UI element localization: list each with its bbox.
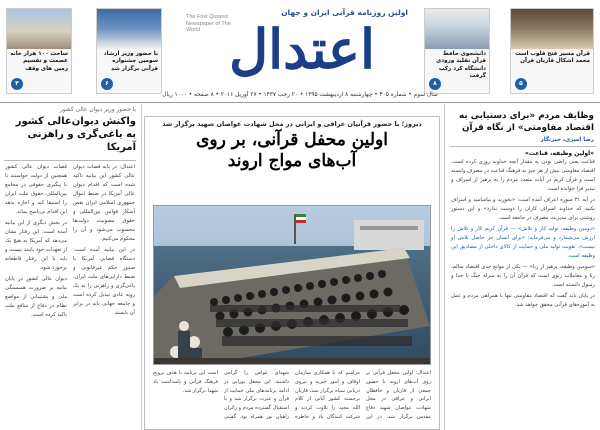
paragraph: قضات دیوان عالی کشور همچنین از دولت خواستند تا با پیگیری حقوقی در مجامع بین‌المللی حقوق ملت ایران را استیفا کند و اجازه ندهد این اقدام بی‌پاسخ بماند. [5, 164, 67, 215]
divider [4, 160, 136, 161]
left-kicker: با حضور وزیر دیوان عالی کشور [59, 107, 136, 113]
paragraph: اعتدال: در پایه قضات دیوان عالی کشور این بیانیه تاکید شده است که اقدام دیوان عالی آمریکا در ضبط اموال جمهوری اسلامی ایران نقض آشکار قوانین بین‌المللی و حقوق مصونیت دولت‌ها محسوب می‌شود و آن را محکوم می‌کنیم. [73, 164, 135, 242]
teaser-page-badge: ۵ [515, 78, 527, 90]
left-column [0, 104, 140, 430]
teaser-text: قرآن مسیر فتح قلوب است محمد اشکال قاریان قرآن [515, 51, 590, 65]
left-article-body [0, 163, 140, 413]
lead-headline[interactable] [145, 128, 439, 172]
teaser-card[interactable] [96, 8, 162, 94]
logo-tagline: اولین روزنامه قرآنی ایران و جهان [281, 8, 408, 17]
lead-headline-line: اولین محفل قرآنی، بر روی [196, 130, 388, 150]
teaser-text: ساخت ۱۰۰ هزار خانه عصمت و تقسیم زمین های وقف [10, 51, 68, 72]
divider [450, 146, 596, 147]
subheading: «اولین وظیفه، قناعت» [525, 150, 594, 157]
lead-photo[interactable] [153, 205, 431, 365]
teaser-photo [7, 9, 71, 49]
teaser-page-badge: ۶ [101, 78, 113, 90]
dateline: سال سوم • شماره ۴۰۵ • چهارشنبه ۸ اردیبهشت ۱۳۹۵ • ۲۰ رجب ۱۴۳۷ • ۲۷ آوریل ۲۰۱۶ • ۸ صفحه • ۱۰۰۰ ریال [162, 92, 438, 98]
teaser-card[interactable] [424, 8, 490, 94]
right-headline[interactable]: وظایف مردم «برای دستیابی به اقتصاد مقاومتی» از نگاه قرآن [459, 111, 594, 133]
masthead [0, 0, 600, 102]
logo-wordmark: اعتدال [228, 17, 376, 81]
paragraph: دیوان عالی کشور در پایان بیانیه بر ضرورت همبستگی ملی و پشتیبانی از مواضع نظام در دفاع از منافع ملت تاکید کرده است. [5, 276, 67, 318]
logo-english-note: The First Quranic Newspaper of The World [186, 14, 231, 33]
boat-gathering-photo [154, 206, 431, 365]
teaser-text: دانشجوی حافظ قرآن تقلید ورودی دانشگاه کرد رکب گرفت [436, 51, 486, 80]
right-column [446, 104, 600, 430]
teaser-card[interactable] [6, 8, 72, 94]
paragraph: در بخش دیگری از این بیانیه آمده است: این رفتار نشان می‌دهد که آمریکا به هیچ یک از تعهدات خود پایبند نیست و باید با این رفتار قاطعانه برخورد شود. [5, 220, 67, 271]
paragraph: «سومین وظیفه، پرهیز از ربا» — یکی از موانع جدی اقتصاد سالم، ربا و معاملات ربوی است که قرآن آن را به منزله جنگ با خدا و رسول دانسته است. [451, 264, 595, 288]
teaser-card[interactable] [510, 8, 594, 94]
teaser-text: با حضور وزیر ارشاد سومین جشنواره قرآنی برگزار شد [103, 51, 158, 72]
paragraph: در پایان باید گفت که اقتصاد مقاومتی تنها با همراهی مردم و عمل به آموزه‌های قرآنی محقق خواهد شد. [451, 293, 595, 308]
right-article-body [446, 158, 600, 404]
teaser-photo [97, 9, 161, 49]
newspaper-logo [186, 6, 414, 86]
highlighted-paragraph: «دومین وظیفه، تولید کار و تلاش» — قرآن کریم کار و تلاش را ارزش می‌شمارد و می‌فرماید: «برای انسان جز حاصل تلاش او نیست». تقویت تولید ملی و حمایت از کالای داخلی از مصادیق این وظیفه است. [451, 226, 595, 259]
left-headline[interactable]: واکنش دیوان‌عالی کشور به یاغی‌گری و راهزنی آمریکا [15, 116, 136, 153]
paragraph: در این بیانیه آمده است: دستگاه قضایی آمریکا با صدور حکم غیرقانونی و ضبط دارایی‌های ملت ایران، یاغی‌گری و راهزنی را به یک رویه عادی تبدیل کرده است و جامعه جهانی باید در برابر آن بایستد. [73, 247, 135, 316]
lead-story-frame [144, 116, 440, 430]
teaser-photo [511, 9, 593, 49]
masthead-divider [0, 102, 600, 103]
teaser-page-badge: ۸ [429, 78, 441, 90]
center-column [142, 104, 442, 430]
column-rule [444, 104, 445, 430]
paragraph: قناعت یعنی راضی بودن به مقدار آنچه خداوند روزی کرده است. اقتصاد مقاومتی بیش از هر چیز به فرهنگ قناعت در مصرف وابسته است و قرآن کریم در آیات متعدد مردم را به پرهیز از اسراف و تبذیر فرا خوانده است. [451, 159, 595, 192]
byline: رضا امیری، خبرنگار [540, 137, 594, 143]
lead-article-body: اعتدال: اولین محفل قرآنی بر روی آب‌های اروند با حضور جمعی از قاریان و حافظان ایرانی و عراقی در محل شهادت غواصان شهید دفاع مقدس برگزار شد. در این مراسم که با همکاری سازمان اوقاف و امور خیریه و نیروی دریایی سپاه برگزار شد، قاریان برجسته کشور آیاتی از کلام الله مجید را تلاوت کردند و شرکت کنندگان یاد و خاطره شهدای غواص را گرامی داشتند. این محفل نورانی در ادامه برنامه‌های ملی حمایت از قرآن و عترت برگزار شد و با استقبال گسترده مردم و زائران راهیان نور همراه بود. گفتنی است این برنامه با هدف ترویج فرهنگ قرآنی و پاسداشت یاد شهدا برگزار شد. [153, 370, 431, 420]
teaser-page-badge: ۴ [11, 78, 23, 90]
lead-headline-line: آب‌های مواج اروند [227, 151, 357, 171]
paragraph: در آیه ۳۱ سوره اعراف آمده است: «بخورید و بیاشامید و اسراف نکنید که خداوند اسراف کاران را دوست ندارد» و این دستور روشنی برای مدیریت مصرف در جامعه است. [451, 197, 595, 221]
teaser-photo [425, 9, 489, 49]
lead-kicker: دیروز؛ با حضور قرآنیان عراقی و ایرانی در محل شهادت غواصان شهید برگزار شد [162, 120, 422, 128]
